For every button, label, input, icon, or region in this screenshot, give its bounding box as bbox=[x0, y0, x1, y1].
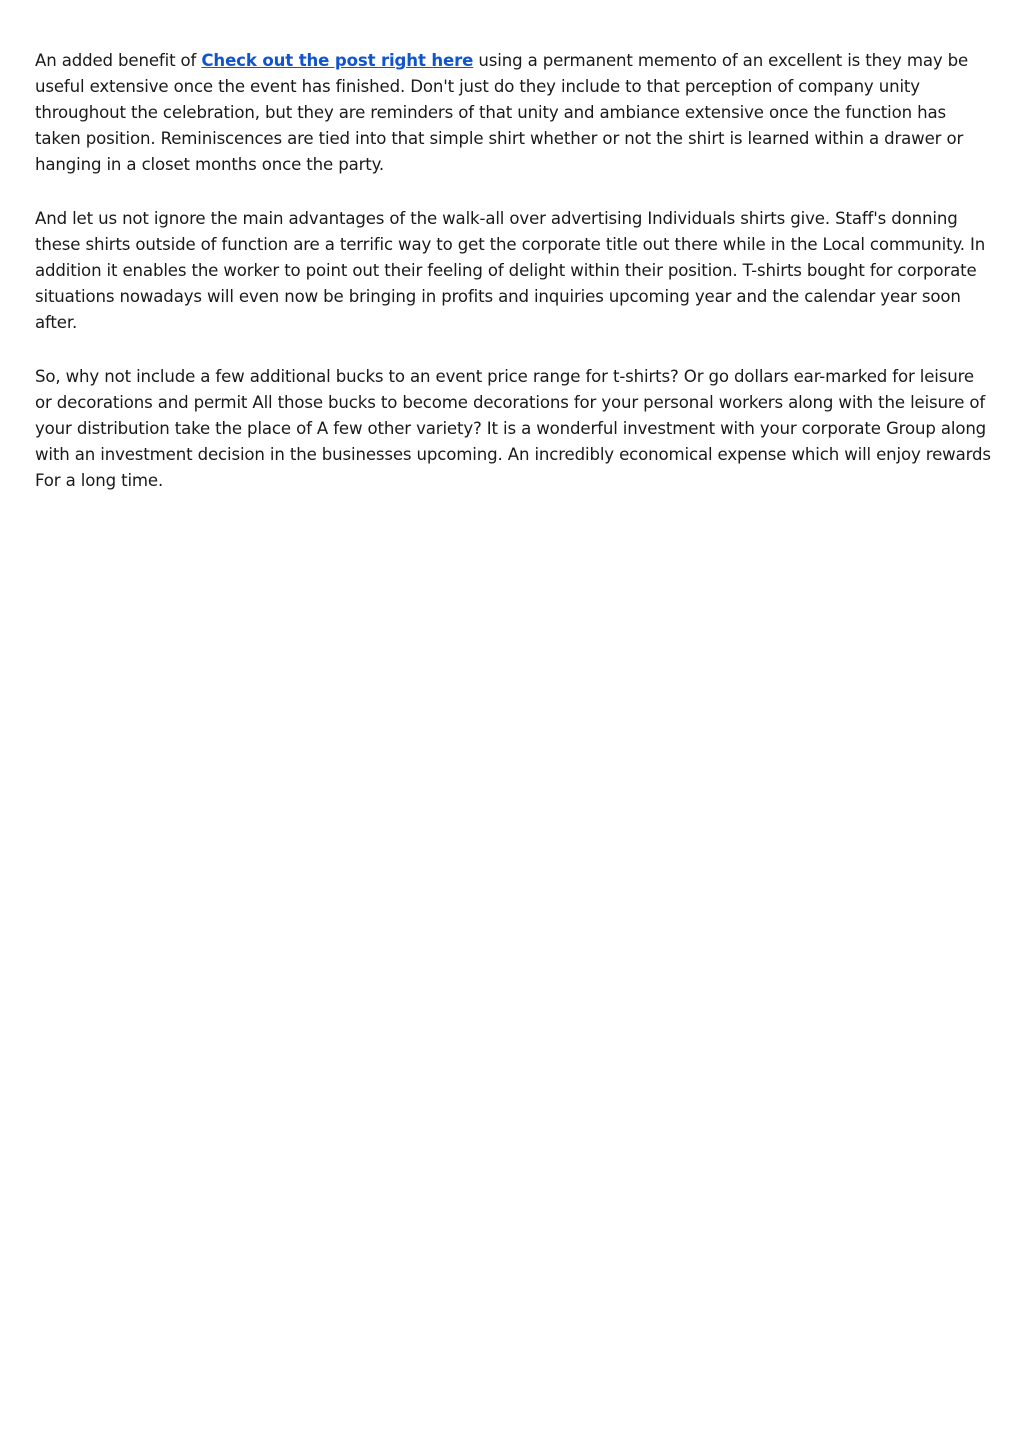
paragraph-3: So, why not include a few additional bucks to an event price range for t-shirts? Or go dollars ear-marked for leisure or decorations and permit All those bucks to become decorations for your personal workers along with the leisure of your distribution take the place of A few other variety? It is a wonderful investment with your corporate Group along with an investment decision in the businesses upcoming. An incredibly economical expense which will enjoy rewards For a long time. bbox=[35, 367, 991, 490]
check-out-post-link[interactable]: Check out the post right here bbox=[201, 51, 474, 70]
paragraph-1-lead: An added benefit of bbox=[35, 51, 202, 70]
paragraph-1 bbox=[35, 48, 993, 178]
document-body bbox=[35, 48, 993, 522]
paragraph-1-rest: using a permanent memento of an excellent is they may be useful extensive once the event has finished. Don't just do they include to that perception of company unity throughout the celebration, but they are reminders of that unity and ambiance extensive once the function has taken position. Reminiscences are tied into that simple shirt whether or not the shirt is learned within a drawer or hanging in a closet months once the party. bbox=[35, 51, 969, 174]
paragraph-2: And let us not ignore the main advantages of the walk-all over advertising Individuals shirts give. Staff's donning these shirts outside of function are a terrific way to get the corporate title out there while in the Local community. In addition it enables the worker to point out their feeling of delight within their position. T-shirts bought for corporate situations nowadays will even now be bringing in profits and inquiries upcoming year and the calendar year soon after. bbox=[35, 209, 986, 332]
